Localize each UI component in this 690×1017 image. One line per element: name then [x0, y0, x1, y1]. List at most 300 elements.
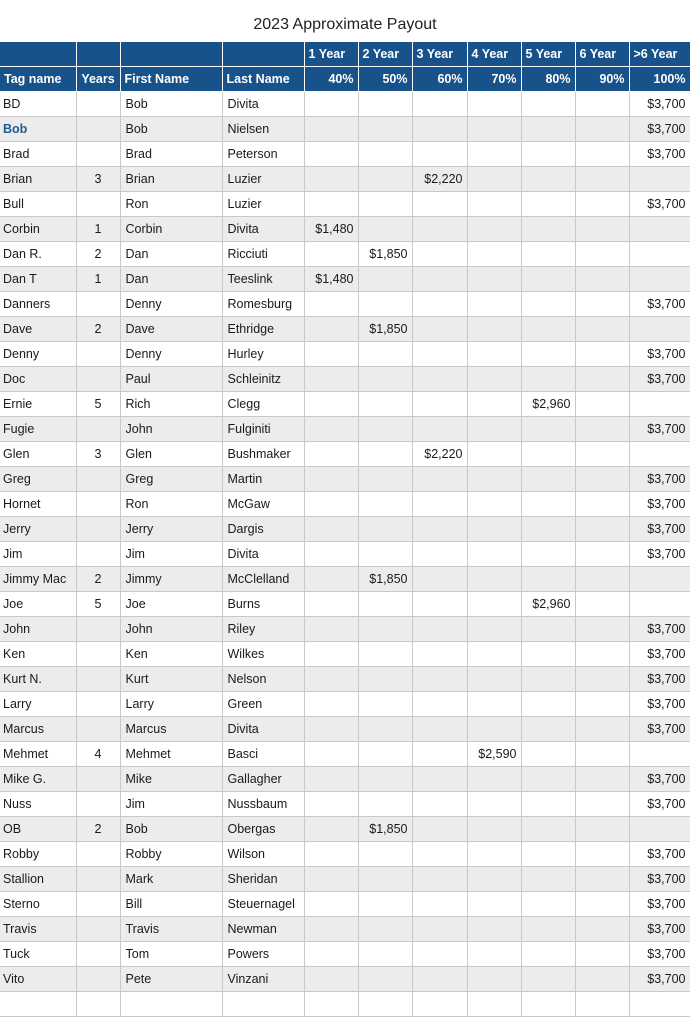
header-row-years — [0, 42, 690, 67]
tag-name-cell: Mike G. — [0, 767, 76, 792]
payout-4-year-cell — [467, 292, 521, 317]
payout-2-year-cell — [358, 717, 412, 742]
table-body — [0, 92, 690, 1017]
payout-3-year-cell: $2,220 — [412, 442, 467, 467]
payout-1-year-cell — [304, 892, 358, 917]
table-row — [0, 242, 690, 267]
table-row — [0, 917, 690, 942]
payout-4-year-cell — [467, 767, 521, 792]
tag-name-cell: Danners — [0, 292, 76, 317]
payout-2-year-cell — [358, 767, 412, 792]
last-name-cell: Teeslink — [222, 267, 304, 292]
payout-2-year-cell: $1,850 — [358, 317, 412, 342]
payout-4-year-cell — [467, 417, 521, 442]
years-cell — [76, 142, 120, 167]
payout-6-year-cell — [575, 792, 629, 817]
payout-over-6-year-cell: $3,700 — [629, 467, 690, 492]
years-cell — [76, 467, 120, 492]
tag-name-cell: Hornet — [0, 492, 76, 517]
first-name-cell: Rich — [120, 392, 222, 417]
payout-5-year-cell — [521, 717, 575, 742]
first-name-cell: Glen — [120, 442, 222, 467]
table-row — [0, 167, 690, 192]
header-cell — [76, 42, 120, 67]
payout-2-year-cell — [358, 367, 412, 392]
years-cell — [76, 717, 120, 742]
payout-4-year-cell: $2,590 — [467, 742, 521, 767]
tag-name-cell: Tuck — [0, 942, 76, 967]
payout-6-year-cell — [575, 392, 629, 417]
payout-6-year-cell — [575, 492, 629, 517]
payout-5-year-cell — [521, 442, 575, 467]
payout-3-year-cell — [412, 592, 467, 617]
page-title: 2023 Approximate Payout — [253, 16, 437, 33]
payout-2-year-cell — [358, 92, 412, 117]
payout-1-year-cell — [304, 492, 358, 517]
payout-5-year-cell — [521, 117, 575, 142]
header-pct-90: 90% — [575, 67, 629, 92]
first-name-cell: Greg — [120, 467, 222, 492]
payout-4-year-cell — [467, 92, 521, 117]
payout-6-year-cell — [575, 292, 629, 317]
years-cell — [76, 492, 120, 517]
payout-over-6-year-cell — [629, 317, 690, 342]
payout-4-year-cell — [467, 642, 521, 667]
first-name-cell — [120, 992, 222, 1017]
tag-name-cell: Corbin — [0, 217, 76, 242]
payout-6-year-cell — [575, 267, 629, 292]
payout-over-6-year-cell: $3,700 — [629, 867, 690, 892]
payout-1-year-cell — [304, 192, 358, 217]
tag-name-cell: Sterno — [0, 892, 76, 917]
payout-3-year-cell — [412, 892, 467, 917]
payout-2-year-cell — [358, 992, 412, 1017]
first-name-cell: Bob — [120, 117, 222, 142]
payout-1-year-cell — [304, 467, 358, 492]
payout-over-6-year-cell: $3,700 — [629, 492, 690, 517]
first-name-cell: John — [120, 417, 222, 442]
payout-over-6-year-cell: $3,700 — [629, 192, 690, 217]
years-cell — [76, 292, 120, 317]
payout-5-year-cell — [521, 492, 575, 517]
payout-5-year-cell — [521, 217, 575, 242]
header-2-year: 2 Year — [358, 42, 412, 67]
payout-6-year-cell — [575, 142, 629, 167]
header-pct-70: 70% — [467, 67, 521, 92]
payout-2-year-cell — [358, 742, 412, 767]
payout-5-year-cell — [521, 817, 575, 842]
payout-4-year-cell — [467, 467, 521, 492]
payout-4-year-cell — [467, 842, 521, 867]
payout-3-year-cell — [412, 817, 467, 842]
payout-6-year-cell — [575, 867, 629, 892]
payout-over-6-year-cell: $3,700 — [629, 517, 690, 542]
first-name-cell: Kurt — [120, 667, 222, 692]
payout-5-year-cell — [521, 367, 575, 392]
payout-1-year-cell — [304, 517, 358, 542]
years-cell — [76, 517, 120, 542]
payout-5-year-cell — [521, 267, 575, 292]
first-name-cell: Marcus — [120, 717, 222, 742]
payout-over-6-year-cell: $3,700 — [629, 542, 690, 567]
tag-name-cell — [0, 992, 76, 1017]
payout-6-year-cell — [575, 717, 629, 742]
payout-1-year-cell — [304, 992, 358, 1017]
table-row — [0, 617, 690, 642]
table-row — [0, 717, 690, 742]
first-name-cell: Denny — [120, 292, 222, 317]
payout-5-year-cell: $2,960 — [521, 392, 575, 417]
table-row — [0, 217, 690, 242]
payout-over-6-year-cell — [629, 267, 690, 292]
payout-3-year-cell — [412, 867, 467, 892]
table-row — [0, 692, 690, 717]
tag-name-cell: Mehmet — [0, 742, 76, 767]
payout-5-year-cell — [521, 242, 575, 267]
tag-name-cell: Greg — [0, 467, 76, 492]
table-row — [0, 967, 690, 992]
payout-1-year-cell — [304, 692, 358, 717]
payout-1-year-cell — [304, 242, 358, 267]
first-name-cell: Dan — [120, 242, 222, 267]
tag-name-cell: Dan T — [0, 267, 76, 292]
payout-1-year-cell — [304, 542, 358, 567]
table-row — [0, 267, 690, 292]
payout-1-year-cell — [304, 592, 358, 617]
payout-2-year-cell — [358, 392, 412, 417]
payout-over-6-year-cell — [629, 817, 690, 842]
table-row — [0, 542, 690, 567]
payout-over-6-year-cell: $3,700 — [629, 367, 690, 392]
years-cell — [76, 642, 120, 667]
payout-3-year-cell — [412, 317, 467, 342]
payout-1-year-cell — [304, 342, 358, 367]
payout-1-year-cell — [304, 417, 358, 442]
last-name-cell: Gallagher — [222, 767, 304, 792]
payout-1-year-cell — [304, 367, 358, 392]
payout-3-year-cell — [412, 417, 467, 442]
payout-5-year-cell: $2,960 — [521, 592, 575, 617]
years-cell: 2 — [76, 817, 120, 842]
header-pct-40: 40% — [304, 67, 358, 92]
payout-3-year-cell — [412, 542, 467, 567]
payout-2-year-cell — [358, 892, 412, 917]
payout-5-year-cell — [521, 642, 575, 667]
last-name-cell: McGaw — [222, 492, 304, 517]
years-cell — [76, 92, 120, 117]
payout-2-year-cell: $1,850 — [358, 817, 412, 842]
last-name-cell: Wilson — [222, 842, 304, 867]
payout-2-year-cell — [358, 142, 412, 167]
payout-6-year-cell — [575, 117, 629, 142]
payout-6-year-cell — [575, 942, 629, 967]
payout-5-year-cell — [521, 667, 575, 692]
last-name-cell: Romesburg — [222, 292, 304, 317]
payout-4-year-cell — [467, 517, 521, 542]
tag-name-cell: Jerry — [0, 517, 76, 542]
tag-name-cell: Jimmy Mac — [0, 567, 76, 592]
last-name-cell: Steuernagel — [222, 892, 304, 917]
payout-1-year-cell — [304, 292, 358, 317]
tag-name-cell: Denny — [0, 342, 76, 367]
payout-4-year-cell — [467, 892, 521, 917]
payout-4-year-cell — [467, 242, 521, 267]
payout-3-year-cell — [412, 567, 467, 592]
payout-6-year-cell — [575, 617, 629, 642]
payout-6-year-cell — [575, 342, 629, 367]
payout-3-year-cell — [412, 492, 467, 517]
tag-name-cell: Dan R. — [0, 242, 76, 267]
payout-4-year-cell — [467, 592, 521, 617]
table-row — [0, 792, 690, 817]
payout-1-year-cell — [304, 642, 358, 667]
payout-6-year-cell — [575, 317, 629, 342]
last-name-cell: Martin — [222, 467, 304, 492]
payout-3-year-cell — [412, 842, 467, 867]
payout-6-year-cell — [575, 842, 629, 867]
payout-4-year-cell — [467, 992, 521, 1017]
tag-name-cell: John — [0, 617, 76, 642]
years-cell: 3 — [76, 167, 120, 192]
payout-3-year-cell — [412, 742, 467, 767]
header-years: Years — [76, 67, 120, 92]
payout-4-year-cell — [467, 342, 521, 367]
payout-1-year-cell: $1,480 — [304, 267, 358, 292]
tag-name-cell: Ernie — [0, 392, 76, 417]
payout-3-year-cell — [412, 242, 467, 267]
payout-5-year-cell — [521, 567, 575, 592]
payout-over-6-year-cell: $3,700 — [629, 967, 690, 992]
first-name-cell: Bob — [120, 817, 222, 842]
table-row — [0, 192, 690, 217]
last-name-cell: Powers — [222, 942, 304, 967]
payout-6-year-cell — [575, 192, 629, 217]
payout-3-year-cell — [412, 392, 467, 417]
table-row — [0, 767, 690, 792]
header-5-year: 5 Year — [521, 42, 575, 67]
tag-name-cell: Brian — [0, 167, 76, 192]
payout-5-year-cell — [521, 742, 575, 767]
payout-5-year-cell — [521, 867, 575, 892]
tag-name-cell: BD — [0, 92, 76, 117]
payout-3-year-cell — [412, 667, 467, 692]
first-name-cell: Jimmy — [120, 567, 222, 592]
header-3-year: 3 Year — [412, 42, 467, 67]
last-name-cell: Peterson — [222, 142, 304, 167]
payout-5-year-cell — [521, 142, 575, 167]
header-cell — [222, 42, 304, 67]
last-name-cell: Fulginiti — [222, 417, 304, 442]
payout-2-year-cell — [358, 217, 412, 242]
last-name-cell: Luzier — [222, 167, 304, 192]
first-name-cell: Bill — [120, 892, 222, 917]
payout-5-year-cell — [521, 992, 575, 1017]
payout-3-year-cell — [412, 692, 467, 717]
table-row — [0, 417, 690, 442]
years-cell: 1 — [76, 217, 120, 242]
first-name-cell: Dave — [120, 317, 222, 342]
payout-3-year-cell — [412, 467, 467, 492]
years-cell — [76, 892, 120, 917]
payout-4-year-cell — [467, 167, 521, 192]
table-row — [0, 892, 690, 917]
first-name-cell: Brian — [120, 167, 222, 192]
payout-1-year-cell — [304, 167, 358, 192]
years-cell — [76, 792, 120, 817]
payout-5-year-cell — [521, 792, 575, 817]
payout-6-year-cell — [575, 642, 629, 667]
header-tag-name: Tag name — [0, 67, 76, 92]
last-name-cell: Vinzani — [222, 967, 304, 992]
table-row — [0, 342, 690, 367]
payout-over-6-year-cell — [629, 392, 690, 417]
first-name-cell: Paul — [120, 367, 222, 392]
payout-6-year-cell — [575, 217, 629, 242]
years-cell — [76, 667, 120, 692]
payout-1-year-cell — [304, 392, 358, 417]
payout-3-year-cell — [412, 267, 467, 292]
payout-4-year-cell — [467, 442, 521, 467]
years-cell — [76, 367, 120, 392]
last-name-cell: Green — [222, 692, 304, 717]
tag-name-cell: OB — [0, 817, 76, 842]
first-name-cell: Pete — [120, 967, 222, 992]
header-first-name: First Name — [120, 67, 222, 92]
header-last-name: Last Name — [222, 67, 304, 92]
payout-4-year-cell — [467, 392, 521, 417]
years-cell — [76, 842, 120, 867]
payout-2-year-cell — [358, 792, 412, 817]
last-name-cell: Obergas — [222, 817, 304, 842]
last-name-cell: Bushmaker — [222, 442, 304, 467]
tag-name-cell: Brad — [0, 142, 76, 167]
payout-5-year-cell — [521, 317, 575, 342]
payout-over-6-year-cell: $3,700 — [629, 117, 690, 142]
last-name-cell: Wilkes — [222, 642, 304, 667]
payout-4-year-cell — [467, 142, 521, 167]
header-over-6-year: >6 Year — [629, 42, 690, 67]
payout-2-year-cell — [358, 492, 412, 517]
payout-2-year-cell — [358, 692, 412, 717]
years-cell — [76, 417, 120, 442]
payout-over-6-year-cell — [629, 242, 690, 267]
payout-6-year-cell — [575, 892, 629, 917]
payout-3-year-cell — [412, 792, 467, 817]
table-row — [0, 92, 690, 117]
payout-3-year-cell — [412, 342, 467, 367]
years-cell: 3 — [76, 442, 120, 467]
payout-2-year-cell — [358, 942, 412, 967]
header-cell — [0, 42, 76, 67]
payout-3-year-cell — [412, 992, 467, 1017]
last-name-cell: Nelson — [222, 667, 304, 692]
years-cell — [76, 867, 120, 892]
table-row — [0, 392, 690, 417]
payout-2-year-cell: $1,850 — [358, 242, 412, 267]
last-name-cell: Divita — [222, 717, 304, 742]
first-name-cell: Jim — [120, 542, 222, 567]
payout-4-year-cell — [467, 267, 521, 292]
tag-name-cell: Joe — [0, 592, 76, 617]
payout-4-year-cell — [467, 817, 521, 842]
payout-1-year-cell — [304, 667, 358, 692]
payout-over-6-year-cell — [629, 992, 690, 1017]
tag-name-cell: Fugie — [0, 417, 76, 442]
last-name-cell: Nussbaum — [222, 792, 304, 817]
payout-2-year-cell — [358, 192, 412, 217]
years-cell — [76, 967, 120, 992]
payout-3-year-cell — [412, 967, 467, 992]
first-name-cell: Travis — [120, 917, 222, 942]
payout-4-year-cell — [467, 917, 521, 942]
payout-2-year-cell — [358, 542, 412, 567]
payout-4-year-cell — [467, 692, 521, 717]
last-name-cell: Newman — [222, 917, 304, 942]
payout-6-year-cell — [575, 417, 629, 442]
payout-1-year-cell — [304, 842, 358, 867]
table-row — [0, 117, 690, 142]
payout-3-year-cell: $2,220 — [412, 167, 467, 192]
payout-5-year-cell — [521, 942, 575, 967]
payout-over-6-year-cell: $3,700 — [629, 142, 690, 167]
first-name-cell: Jerry — [120, 517, 222, 542]
payout-2-year-cell — [358, 292, 412, 317]
last-name-cell: Divita — [222, 542, 304, 567]
payout-1-year-cell — [304, 617, 358, 642]
payout-1-year-cell — [304, 567, 358, 592]
table-row — [0, 467, 690, 492]
payout-4-year-cell — [467, 717, 521, 742]
payout-6-year-cell — [575, 767, 629, 792]
last-name-cell: Dargis — [222, 517, 304, 542]
payout-1-year-cell — [304, 742, 358, 767]
payout-4-year-cell — [467, 317, 521, 342]
payout-1-year-cell — [304, 817, 358, 842]
payout-over-6-year-cell — [629, 217, 690, 242]
payout-over-6-year-cell: $3,700 — [629, 792, 690, 817]
payout-3-year-cell — [412, 117, 467, 142]
tag-name-cell: Bull — [0, 192, 76, 217]
payout-6-year-cell — [575, 92, 629, 117]
payout-5-year-cell — [521, 917, 575, 942]
table-row — [0, 367, 690, 392]
tag-name-cell: Ken — [0, 642, 76, 667]
years-cell — [76, 692, 120, 717]
tag-name-cell: Bob — [0, 117, 76, 142]
payout-over-6-year-cell: $3,700 — [629, 92, 690, 117]
years-cell: 2 — [76, 567, 120, 592]
payout-1-year-cell — [304, 92, 358, 117]
payout-4-year-cell — [467, 617, 521, 642]
payout-2-year-cell — [358, 517, 412, 542]
payout-6-year-cell — [575, 967, 629, 992]
payout-4-year-cell — [467, 867, 521, 892]
first-name-cell: John — [120, 617, 222, 642]
tag-name-cell: Nuss — [0, 792, 76, 817]
last-name-cell: Ricciuti — [222, 242, 304, 267]
years-cell — [76, 117, 120, 142]
payout-over-6-year-cell — [629, 742, 690, 767]
payout-5-year-cell — [521, 767, 575, 792]
first-name-cell: Mehmet — [120, 742, 222, 767]
payout-2-year-cell — [358, 842, 412, 867]
table-row — [0, 992, 690, 1017]
table-row — [0, 492, 690, 517]
payout-over-6-year-cell: $3,700 — [629, 692, 690, 717]
payout-over-6-year-cell — [629, 567, 690, 592]
payout-4-year-cell — [467, 217, 521, 242]
payout-over-6-year-cell: $3,700 — [629, 942, 690, 967]
